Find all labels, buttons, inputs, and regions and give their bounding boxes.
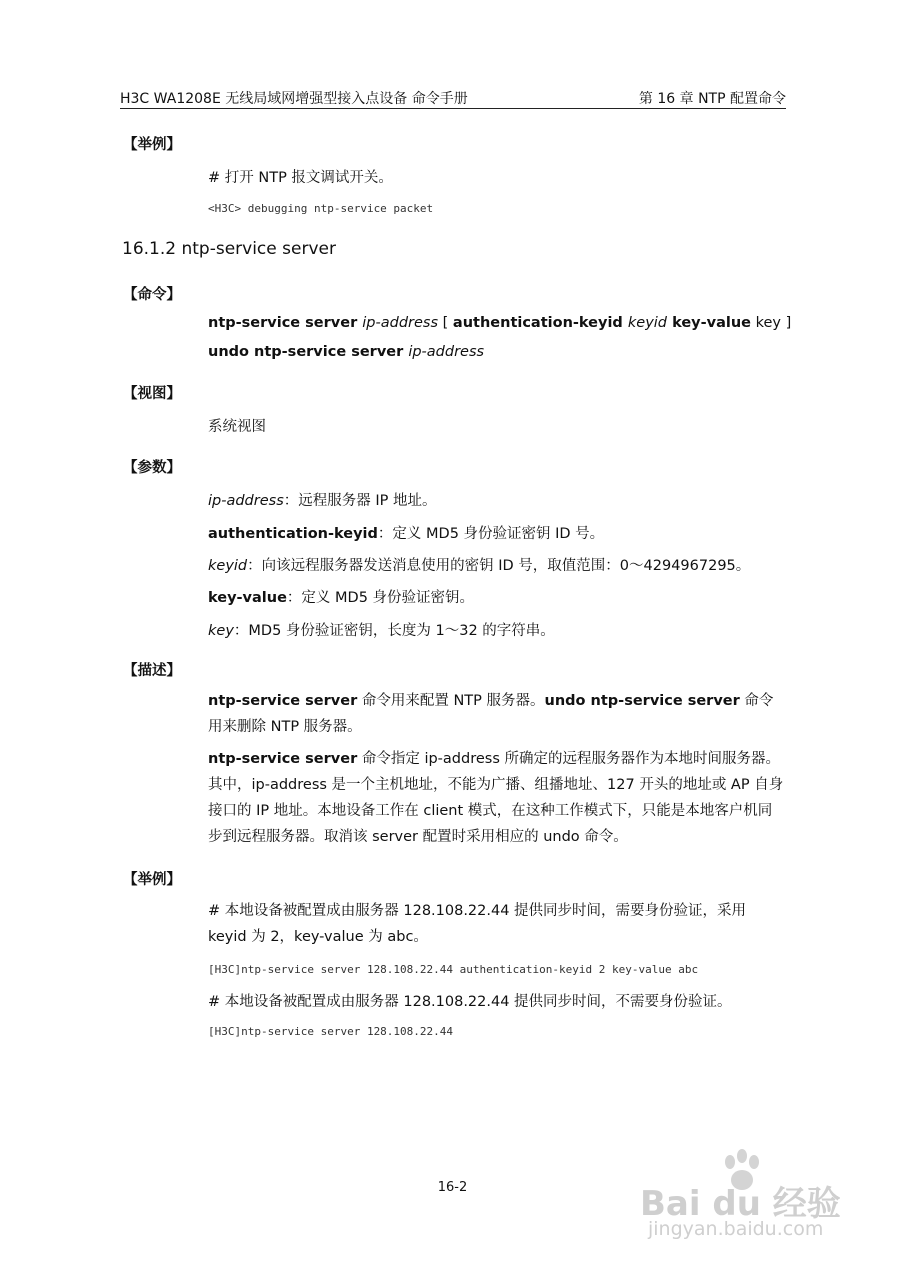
- command-line-2: [208, 344, 786, 360]
- param-name: ip-address: [208, 493, 284, 509]
- cmd-keyword: undo ntp-service server: [208, 344, 409, 360]
- example-code: [H3C]ntp-service server 128.108.22.44: [208, 1025, 454, 1038]
- example-label: 【举例】: [123, 872, 181, 888]
- example-code: [H3C]ntp-service server 128.108.22.44 authentication-keyid 2 key-value abc: [208, 963, 699, 976]
- view-text: 系统视图: [208, 419, 266, 435]
- param-desc: ：定义 MD5 身份验证密钥。: [286, 590, 475, 606]
- view-label: 【视图】: [123, 386, 181, 402]
- desc-keyword: ntp-service server: [208, 693, 358, 709]
- header-right: 第 16 章 NTP 配置命令: [638, 91, 786, 107]
- param-desc: ：向该远程服务器发送消息使用的密钥 ID 号，取值范围：0～4294967295。: [247, 558, 751, 574]
- example-text: # 打开 NTP 报文调试开关。: [208, 170, 393, 186]
- header-rule: [120, 108, 786, 109]
- page-number: 16-2: [437, 1180, 468, 1195]
- param-item: [208, 586, 786, 607]
- header-left: H3C WA1208E 无线局域网增强型接入点设备 命令手册: [120, 91, 468, 107]
- section-title: 16.1.2 ntp-service server: [122, 239, 336, 259]
- baidu-watermark-logo: [640, 1168, 850, 1224]
- desc-keyword: ntp-service server: [208, 751, 358, 767]
- example-code: <H3C> debugging ntp-service packet: [208, 202, 434, 215]
- description-paragraph-2: [208, 746, 786, 850]
- param-desc: ：定义 MD5 身份验证密钥 ID 号。: [377, 526, 605, 542]
- cmd-bracket: key ]: [751, 315, 792, 331]
- command-line-1: [208, 315, 792, 331]
- desc-text: 命令用来删除 NTP 服务器。: [208, 693, 774, 735]
- param-desc: ：远程服务器 IP 地址。: [283, 493, 437, 509]
- description-label: 【描述】: [123, 663, 181, 679]
- cmd-arg: ip-address: [408, 344, 485, 360]
- command-label: 【命令】: [123, 287, 181, 303]
- watermark-url: jingyan.baidu.com: [648, 1218, 824, 1240]
- param-name: key-value: [208, 590, 287, 606]
- param-item: [208, 489, 786, 510]
- description-paragraph-1: [208, 688, 786, 740]
- param-name: keyid: [208, 558, 248, 574]
- watermark-logo-text: Bai du 经验: [640, 1184, 841, 1224]
- param-name: key: [208, 623, 234, 639]
- cmd-bracket: [: [438, 315, 453, 331]
- param-item: [208, 619, 786, 640]
- desc-text: 命令用来配置 NTP 服务器。: [357, 693, 545, 709]
- cmd-keyword: authentication-keyid: [452, 315, 628, 331]
- param-desc: ：MD5 身份验证密钥，长度为 1～32 的字符串。: [233, 623, 555, 639]
- cmd-keyword: ntp-service server: [208, 315, 363, 331]
- desc-keyword: undo ntp-service server: [544, 693, 740, 709]
- example-label: 【举例】: [123, 137, 181, 153]
- params-label: 【参数】: [123, 460, 181, 476]
- desc-text: 命令指定 ip-address 所确定的远程服务器作为本地时间服务器。其中，ip-address 是一个主机地址，不能为广播、组播地址、127 开头的地址或 AP 自身接口的 IP 地址。本地设备工作在 client 模式，在这种工作模式下，只能是本地客户机同步到远程服务器。取消该 server 配置时采用相应的 undo 命令。: [208, 751, 784, 845]
- param-item: [208, 522, 786, 543]
- cmd-arg: keyid: [627, 315, 668, 331]
- cmd-keyword: key-value: [667, 315, 751, 331]
- param-name: authentication-keyid: [208, 526, 378, 542]
- cmd-arg: ip-address: [362, 315, 439, 331]
- example-text: # 本地设备被配置成由服务器 128.108.22.44 提供同步时间，需要身份验证，采用 keyid 为 2，key-value 为 abc。: [208, 903, 747, 945]
- example-text: # 本地设备被配置成由服务器 128.108.22.44 提供同步时间，不需要身份验证。: [208, 994, 732, 1010]
- param-item: [208, 554, 786, 575]
